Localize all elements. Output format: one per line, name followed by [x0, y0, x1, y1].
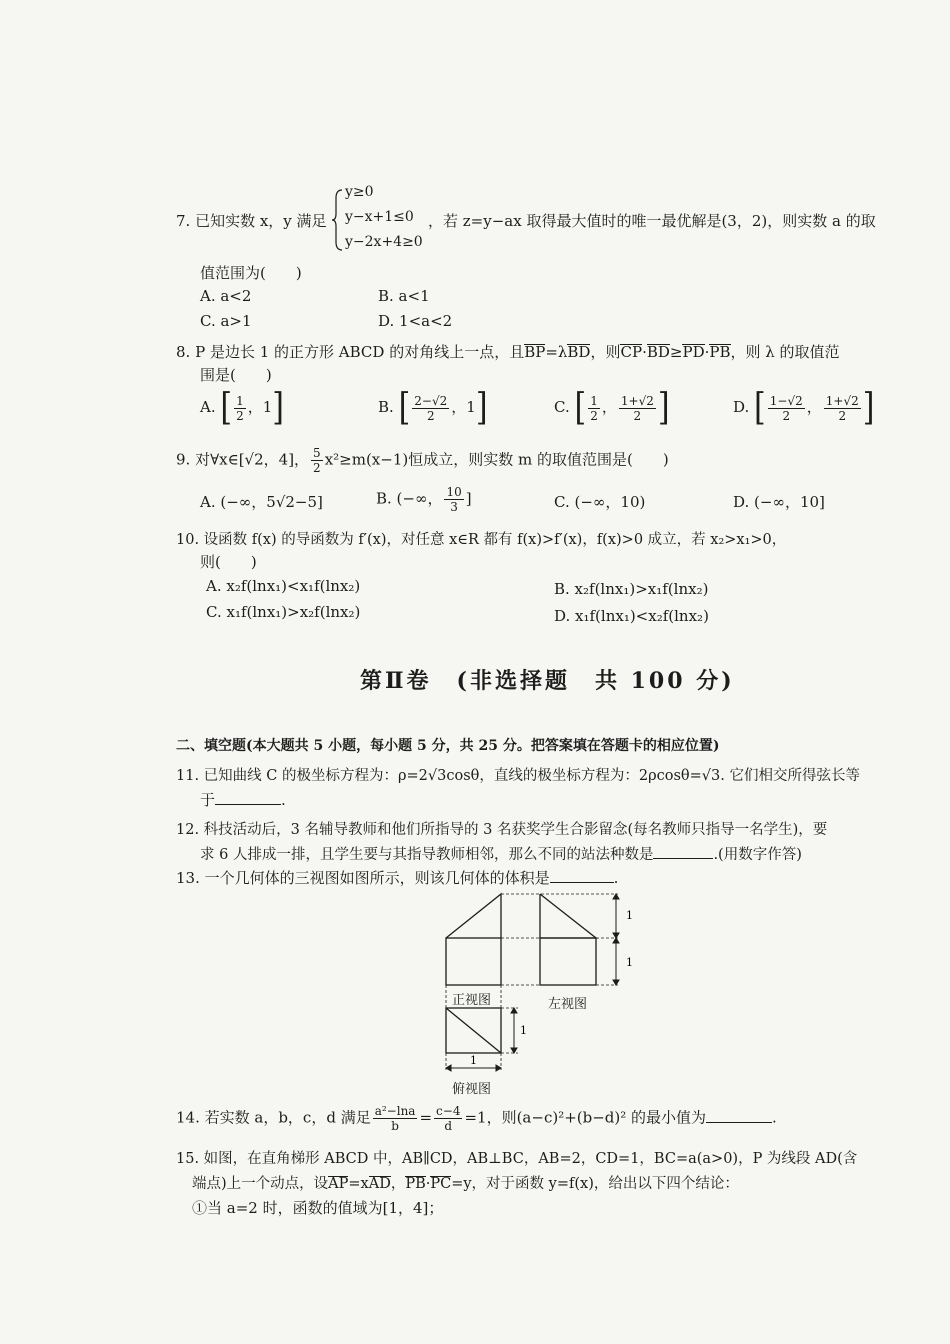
- vector-ad: AD: [368, 1176, 391, 1192]
- q9-text-b: x²≥m(x−1)恒成立，则实数 m 的取值范围是( ): [324, 450, 669, 469]
- option-label: C.: [554, 398, 570, 416]
- numerator: 10: [446, 485, 462, 499]
- q15-text-a: 端点)上一个动点，设: [192, 1176, 329, 1192]
- q7-ineq-1: y≥0: [345, 184, 374, 200]
- numerator: c−4: [436, 1104, 461, 1118]
- left-bracket: [: [398, 385, 411, 430]
- side-view-roof: [540, 894, 596, 938]
- answer-blank: [653, 858, 713, 859]
- fraction: [619, 394, 656, 423]
- denominator: 2: [838, 408, 847, 423]
- answer-blank: [215, 804, 281, 805]
- q7-option-c: C. a>1: [200, 312, 252, 330]
- top-view-diagonal: [446, 1008, 501, 1053]
- numerator: 1−√2: [769, 393, 803, 408]
- q12-text: 求 6 人排成一排，且学生要与其指导教师相邻，那么不同的站法种数是: [200, 847, 654, 863]
- q13-text: 13. 一个几何体的三视图如图所示，则该几何体的体积是: [176, 869, 550, 887]
- q8-option-b: [378, 385, 488, 430]
- right-bracket: ]: [272, 385, 285, 430]
- part-2-label: 二、填空题: [176, 738, 246, 754]
- option-label: D.: [733, 398, 750, 416]
- q9-option-a: A. (−∞，5√2−5]: [200, 493, 323, 511]
- numerator: 2−√2: [414, 393, 448, 408]
- q15-eq: =x: [348, 1176, 369, 1192]
- dim-label-right: 1: [520, 1024, 527, 1037]
- q10-stem-a: 10. 设函数 f(x) 的导函数为 f′(x)，对任意 x∈R 都有 f(x)>f′(x)，f(x)>0 成立，若 x₂>x₁>0，: [176, 532, 787, 548]
- dim-label-top: 1: [626, 909, 633, 922]
- option-label: A.: [200, 398, 216, 416]
- fraction: [412, 394, 449, 423]
- front-view-label: 正视图: [452, 993, 492, 1008]
- q11-text: 于: [200, 791, 216, 809]
- q8-stem-c: 围是( ): [200, 366, 272, 384]
- q8-option-a: [200, 385, 285, 430]
- right-bracket: ]: [475, 385, 488, 430]
- q14-end: .: [772, 1108, 777, 1127]
- q12-line-1: 12. 科技活动后，3 名辅导教师和他们所指导的 3 名获奖学生合影留念(每名教师只指导一名学生)，要: [176, 822, 828, 838]
- q7-stem-b: ，若 z=y−ax 取得最大值时的唯一最优解是(3，2)，则实数 a 的取: [428, 212, 876, 230]
- vector-bd: BD: [567, 343, 591, 361]
- q7-system: [345, 180, 423, 255]
- front-view-roof: [446, 894, 501, 938]
- vector-cp: CP: [620, 343, 643, 361]
- fraction: [768, 394, 805, 423]
- q8-ge: ≥: [669, 343, 683, 361]
- q10-option-c: C. x₁f(lnx₁)>x₂f(lnx₂): [206, 603, 361, 621]
- numerator: 1+√2: [825, 393, 859, 408]
- dim-label-bottom: 1: [470, 1054, 477, 1067]
- denominator: 2: [782, 408, 791, 423]
- right-bracket: ]: [862, 385, 875, 430]
- q9-option-b: [376, 485, 472, 514]
- q12-line-2: [200, 843, 802, 864]
- option-pre: B. (−∞，: [376, 489, 443, 508]
- vector-bd-2: BD: [646, 343, 670, 361]
- q14-text-a: 14. 若实数 a，b，c，d 满足: [176, 1108, 371, 1127]
- q8-stem-a: [176, 341, 840, 362]
- answer-blank: [706, 1122, 772, 1123]
- q7-option-a: A. a<2: [200, 287, 252, 305]
- denominator: d: [444, 1119, 453, 1133]
- q8-then: ，则: [590, 343, 621, 361]
- option-rest: ，1: [451, 398, 476, 416]
- q15-text-b: =y，对于函数 y=f(x)，给出以下四个结论：: [451, 1176, 739, 1192]
- q14-text-b: =1，则(a−c)²+(b−d)² 的最小值为: [464, 1108, 707, 1127]
- q12-end: .(用数字作答): [713, 847, 802, 863]
- left-bracket: [: [574, 385, 587, 430]
- q15-line-1: 15. 如图，在直角梯形 ABCD 中，AB∥CD，AB⊥BC，AB=2，CD=1，BC=a(a>0)，P 为线段 AD(含: [176, 1151, 858, 1167]
- q7-system-brace: [332, 188, 344, 252]
- q8-dot-2: ·: [704, 343, 710, 361]
- dim-label-mid: 1: [626, 956, 633, 969]
- fraction: [373, 1104, 418, 1133]
- vector-ap: AP: [328, 1176, 349, 1192]
- denominator: b: [391, 1119, 399, 1133]
- denominator: 2: [236, 408, 244, 423]
- fraction: [434, 1104, 462, 1133]
- part-2-heading: [176, 735, 719, 755]
- q8-dot-1: ·: [642, 343, 647, 361]
- q7-ineq-3: y−2x+4≥0: [345, 234, 423, 250]
- q10-stem-b: 则( ): [200, 553, 257, 571]
- denominator: 2: [633, 408, 642, 423]
- q7-stem-c: 值范围为( ): [200, 264, 302, 282]
- q10-option-b: B. x₂f(lnx₁)>x₁f(lnx₂): [554, 580, 709, 598]
- numerator: 5: [313, 446, 321, 460]
- part-2-note: (本大题共 5 小题，每小题 5 分，共 25 分。把答案填在答题卡的相应位置): [246, 738, 720, 754]
- q7-stem-a: 7. 已知实数 x，y 满足: [176, 212, 327, 230]
- q15-comma: ，: [390, 1176, 406, 1192]
- q15-line-3: ①当 a=2 时，函数的值域为[1，4]；: [192, 1199, 444, 1217]
- fraction: [311, 446, 323, 475]
- fraction: [444, 485, 463, 514]
- q8-option-d: D. [ $\frac{1-√2}{2}$ ， $\frac{1+√2}{2}$ ]: [733, 385, 875, 430]
- denominator: 2: [313, 461, 321, 475]
- vector-pb: PB: [709, 343, 731, 361]
- fraction: [234, 394, 246, 423]
- fraction: [588, 394, 600, 423]
- denominator: 2: [426, 408, 435, 423]
- vector-pb: PB: [405, 1176, 426, 1192]
- q9-option-d: D. (−∞，10]: [733, 493, 825, 511]
- left-bracket: [: [754, 385, 766, 430]
- denominator: 2: [590, 408, 598, 423]
- q8-eq: =λ: [545, 343, 568, 361]
- q7-option-b: B. a<1: [378, 287, 430, 305]
- q9-option-c: C. (−∞，10): [554, 493, 646, 511]
- section-ii-title: 第Ⅱ卷 (非选择题 共 100 分): [360, 668, 735, 694]
- answer-blank: [550, 882, 614, 883]
- left-bracket: [: [220, 385, 233, 430]
- side-view-rect: [540, 938, 596, 985]
- numerator: 1+√2: [620, 393, 654, 408]
- top-view-label: 俯视图: [452, 1082, 492, 1097]
- side-view-label: 左视图: [548, 997, 588, 1012]
- front-view-rect: [446, 938, 501, 985]
- q10-option-d: D. x₁f(lnx₁)<x₂f(lnx₂): [554, 607, 709, 625]
- q8-text-a: 8. P 是边长 1 的正方形 ABCD 的对角线上一点，且: [176, 343, 525, 361]
- q14-stem: [176, 1104, 777, 1133]
- q9-stem: [176, 446, 669, 475]
- q15-dot: ·: [425, 1176, 431, 1192]
- q8-text-b: ，则 λ 的取值范: [730, 343, 840, 361]
- q11-line-2: [200, 789, 286, 810]
- q13-end: .: [613, 869, 619, 887]
- numerator: 1: [236, 393, 244, 408]
- q7-option-d: D. 1<a<2: [378, 312, 453, 330]
- option-post: ]: [465, 489, 472, 508]
- right-bracket: ]: [657, 385, 670, 430]
- vector-bp: BP: [524, 343, 546, 361]
- numerator: a²−lna: [374, 1104, 416, 1118]
- q9-text-a: 9. 对∀x∈[√2，4]，: [176, 450, 310, 469]
- numerator: 1: [590, 393, 598, 408]
- q14-eq: =: [419, 1108, 433, 1127]
- denominator: 3: [450, 500, 458, 514]
- q13-line-1: [176, 867, 618, 888]
- q7-ineq-2: y−x+1≤0: [345, 209, 414, 225]
- q11-line-1: 11. 已知曲线 C 的极坐标方程为：ρ=2√3cosθ，直线的极坐标方程为：2ρcosθ=√3. 它们相交所得弦长等: [176, 768, 860, 784]
- q8-option-c: C. [ $\frac{1}{2}$ ， $\frac{1+√2}{2}$ ]: [554, 385, 670, 430]
- vector-pd: PD: [682, 343, 705, 361]
- q11-end: .: [281, 791, 286, 809]
- q10-option-a: A. x₂f(lnx₁)<x₁f(lnx₂): [206, 577, 361, 595]
- q15-line-2: [192, 1172, 739, 1193]
- option-rest: ，1: [247, 398, 273, 416]
- fraction: [824, 394, 861, 423]
- option-label: B.: [378, 398, 394, 416]
- vector-pc: PC: [430, 1176, 452, 1192]
